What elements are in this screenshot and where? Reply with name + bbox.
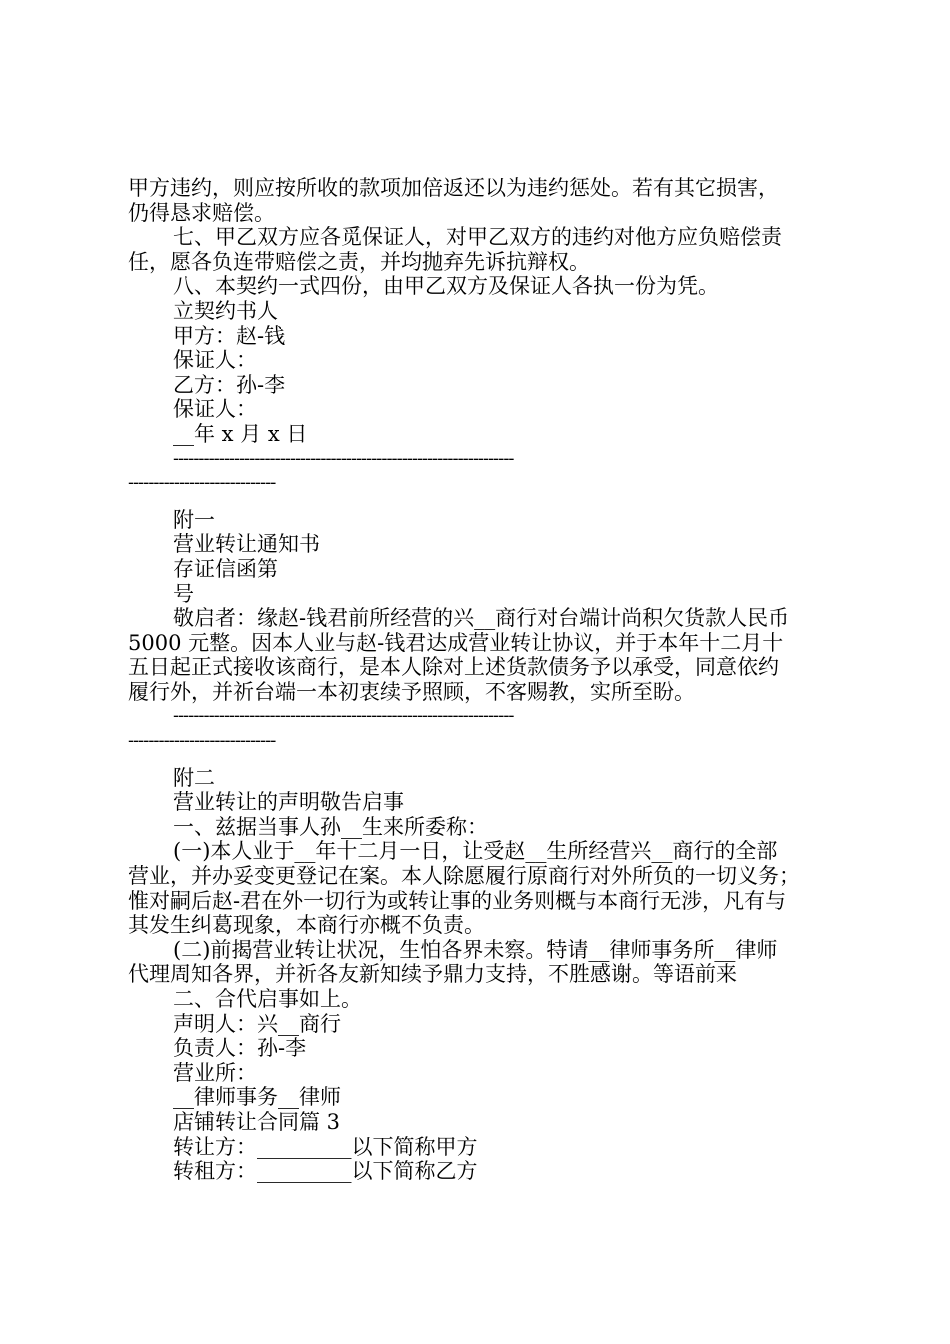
notice-paragraph-line: 五日起正式接收该商行，是本人除对上述货款债务予以承受，同意依约 <box>128 655 779 680</box>
responsible-person-line: 负责人：孙-李 <box>173 1036 307 1061</box>
guarantor-line: 保证人： <box>173 348 257 373</box>
declarant-line: 声明人：兴__商行 <box>173 1011 341 1036</box>
signatory-heading: 立契约书人 <box>173 298 278 323</box>
guarantor-line: 保证人： <box>173 397 257 422</box>
appendix-2-label: 附二 <box>173 765 215 790</box>
notice-paragraph-line: 5000 元整。因本人业与赵-钱君达成营业转让协议，并于本年十二月十 <box>128 630 784 655</box>
notice-paragraph-line: 敬启者：缘赵-钱君前所经营的兴__商行对台端计尚积欠货款人民币 <box>173 606 790 631</box>
law-firm-line: __律师事务__律师 <box>173 1085 341 1110</box>
appendix-1-title: 营业转让通知书 <box>173 532 320 557</box>
statement-paragraph-line: (一)本人业于__年十二月一日，让受赵__生所经营兴__商行的全部 <box>173 839 778 864</box>
section-title: 店铺转让合同篇 3 <box>173 1109 341 1134</box>
dashed-divider: ----------------------------- <box>128 730 276 752</box>
appendix-1-label: 附一 <box>173 507 215 532</box>
dashed-divider: ------------------------------------------------------------------- <box>173 705 514 727</box>
transferor-line: 转让方：_________以下简称甲方 <box>173 1134 478 1159</box>
statement-paragraph-line: 代理周知各界，并祈各友新知续予鼎力支持，不胜感谢。等语前来 <box>128 962 737 987</box>
notice-paragraph-line: 履行外，并祈台端一本初衷续予照顾，不客赐教，实所至盼。 <box>128 679 695 704</box>
clause-7-line: 七、甲乙双方应各觅保证人，对甲乙双方的违约对他方应负赔偿责 <box>173 225 782 250</box>
appendix-2-title: 营业转让的声明敬告启事 <box>173 790 404 815</box>
paragraph-line: 甲方违约，则应按所收的款项加倍返还以为违约惩处。若有其它损害， <box>128 176 779 200</box>
statement-paragraph-line: 营业，并办妥变更登记在案。本人除愿履行原商行对外所负的一切义务； <box>128 864 800 889</box>
document-body <box>128 176 832 1184</box>
clause-8-line: 八、本契约一式四份，由甲乙双方及保证人各执一份为凭。 <box>173 274 719 299</box>
statement-paragraph-line: (二)前揭营业转让状况，生怕各界未察。特请__律师事务所__律师 <box>173 937 778 962</box>
transferee-line: 转租方：_________以下简称乙方 <box>173 1159 478 1184</box>
statement-paragraph-line: 其发生纠葛现象，本商行亦概不负责。 <box>128 913 485 938</box>
business-office-line: 营业所： <box>173 1060 257 1085</box>
party-b-line: 乙方：孙-李 <box>173 372 286 397</box>
letter-number-line: 号 <box>173 581 194 606</box>
statement-line: 一、兹据当事人孙__生来所委称： <box>173 814 488 839</box>
dashed-divider: ------------------------------------------------------------------- <box>173 447 514 469</box>
clause-7-line: 任，愿各负连带赔偿之责，并均抛弃先诉抗辩权。 <box>128 249 590 274</box>
party-a-line: 甲方：赵-钱 <box>173 323 286 348</box>
date-line: __年 x 月 x 日 <box>173 421 308 446</box>
spacer <box>128 754 832 766</box>
dashed-divider: ----------------------------- <box>128 472 276 494</box>
statement-line: 二、合代启事如上。 <box>173 987 362 1011</box>
statement-paragraph-line: 惟对嗣后赵-君在外一切行为或转让事的业务则概与本商行无涉，凡有与 <box>128 888 787 913</box>
spacer <box>128 496 832 508</box>
paragraph-line: 仍得恳求赔偿。 <box>128 200 275 225</box>
letter-number-line: 存证信函第 <box>173 556 278 581</box>
